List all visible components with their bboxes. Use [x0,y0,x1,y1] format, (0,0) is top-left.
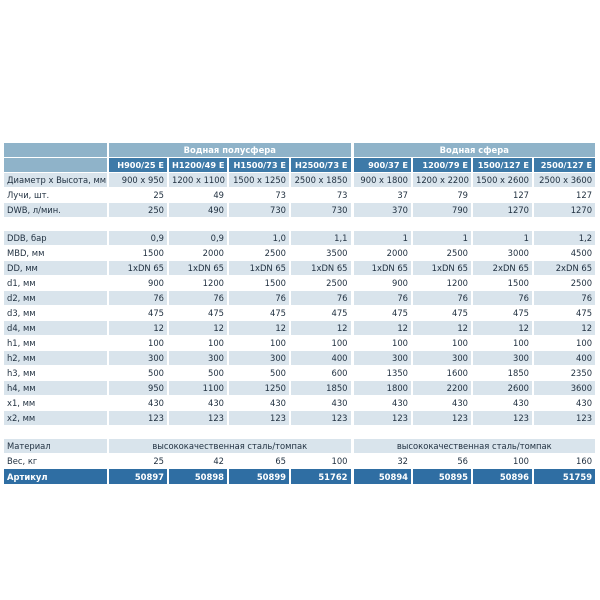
article-value: 50894 [352,469,412,485]
row-value: 500 [168,366,228,381]
spacer-cell [228,426,290,439]
row-value: 123 [290,411,352,426]
row-value: 3500 [290,246,352,261]
article-row [4,469,595,485]
weight-value: 100 [290,454,352,469]
row-value: 430 [108,396,168,411]
table-row [4,261,595,276]
row-value: 1200 [412,276,472,291]
row-value: 76 [228,291,290,306]
row-value: 2200 [412,381,472,396]
row-value: 1 [352,231,412,246]
group-sphere: Водная сфера [352,143,595,158]
row-value: 2500 [228,246,290,261]
spec-table-container [4,143,595,485]
article-value: 51762 [290,469,352,485]
row-value: 1xDN 65 [228,261,290,276]
row-value: 76 [472,291,533,306]
table-row [4,246,595,261]
table-row [4,276,595,291]
row-value: 4500 [533,246,595,261]
row-value: 2000 [352,246,412,261]
row-value: 1500 [472,276,533,291]
row-value: 430 [533,396,595,411]
spacer-cell [472,218,533,231]
spacer-row [4,218,595,231]
row-value: 500 [108,366,168,381]
row-value: 1xDN 65 [290,261,352,276]
spacer-cell [533,218,595,231]
row-value: 123 [412,411,472,426]
row-label: h2, мм [4,351,108,366]
row-value: 300 [108,351,168,366]
row-value: 1,2 [533,231,595,246]
table-row [4,336,595,351]
row-label: DWB, л/мин. [4,203,108,218]
row-value: 37 [352,188,412,203]
row-value: 1200 x 1100 [168,173,228,188]
material-row [4,439,595,454]
row-value: 2600 [472,381,533,396]
group-header-row [4,143,595,158]
row-value: 2500 x 3600 [533,173,595,188]
spacer-cell [352,218,412,231]
row-label: DDB, бар [4,231,108,246]
row-label: Лучи, шт. [4,188,108,203]
row-value: 430 [228,396,290,411]
spacer-cell [290,426,352,439]
article-value: 50899 [228,469,290,485]
spacer-cell [108,218,168,231]
row-value: 76 [290,291,352,306]
table-row [4,411,595,426]
row-value: 127 [472,188,533,203]
row-value: 430 [168,396,228,411]
row-label: d3, мм [4,306,108,321]
model-header-cell: H900/25 E [108,158,168,173]
row-value: 730 [290,203,352,218]
row-value: 1500 x 1250 [228,173,290,188]
row-value: 123 [533,411,595,426]
spec-table [4,143,595,485]
row-value: 2500 [533,276,595,291]
row-value: 300 [168,351,228,366]
row-value: 3600 [533,381,595,396]
row-value: 2500 x 1850 [290,173,352,188]
row-value: 12 [533,321,595,336]
spacer-cell [108,426,168,439]
table-row [4,321,595,336]
model-header-cell: 1200/79 E [412,158,472,173]
row-value: 300 [472,351,533,366]
row-value: 3000 [472,246,533,261]
row-value: 1350 [352,366,412,381]
row-value: 49 [168,188,228,203]
row-value: 73 [290,188,352,203]
row-value: 900 x 950 [108,173,168,188]
weight-row [4,454,595,469]
row-value: 12 [108,321,168,336]
row-value: 250 [108,203,168,218]
weight-value: 100 [472,454,533,469]
row-value: 123 [108,411,168,426]
row-value: 475 [228,306,290,321]
row-value: 790 [412,203,472,218]
row-label: h4, мм [4,381,108,396]
spacer-cell [533,426,595,439]
row-value: 73 [228,188,290,203]
row-value: 127 [533,188,595,203]
article-value: 50897 [108,469,168,485]
row-value: 76 [352,291,412,306]
row-value: 2350 [533,366,595,381]
row-label: h3, мм [4,366,108,381]
row-label: d4, мм [4,321,108,336]
weight-value: 42 [168,454,228,469]
row-value: 300 [228,351,290,366]
row-label: MBD, мм [4,246,108,261]
article-value: 50898 [168,469,228,485]
spacer-cell [168,218,228,231]
model-header-cell: 1500/127 E [472,158,533,173]
table-row [4,231,595,246]
row-value: 100 [472,336,533,351]
table-row [4,188,595,203]
row-value: 1xDN 65 [168,261,228,276]
table-row [4,396,595,411]
row-value: 2500 [412,246,472,261]
row-label: Диаметр х Высота, мм [4,173,108,188]
row-value: 123 [168,411,228,426]
row-value: 475 [533,306,595,321]
row-value: 123 [472,411,533,426]
row-value: 1 [472,231,533,246]
row-value: 430 [472,396,533,411]
spacer-cell [472,426,533,439]
row-value: 500 [228,366,290,381]
row-value: 2000 [168,246,228,261]
article-value: 51759 [533,469,595,485]
row-value: 475 [168,306,228,321]
row-value: 730 [228,203,290,218]
row-value: 12 [290,321,352,336]
weight-value: 65 [228,454,290,469]
row-value: 1100 [168,381,228,396]
model-header-row [4,158,595,173]
row-value: 430 [412,396,472,411]
row-value: 100 [352,336,412,351]
table-row [4,306,595,321]
row-value: 12 [352,321,412,336]
article-label: Артикул [4,469,108,485]
row-value: 430 [290,396,352,411]
weight-value: 32 [352,454,412,469]
row-value: 0,9 [108,231,168,246]
group-hemisphere: Водная полусфера [108,143,352,158]
row-value: 1270 [472,203,533,218]
spacer-cell [4,218,108,231]
row-value: 76 [108,291,168,306]
row-value: 370 [352,203,412,218]
spacer-cell [168,426,228,439]
row-value: 900 [352,276,412,291]
row-value: 400 [290,351,352,366]
row-value: 25 [108,188,168,203]
row-value: 1600 [412,366,472,381]
row-value: 1,1 [290,231,352,246]
weight-label: Вес, кг [4,454,108,469]
row-value: 475 [290,306,352,321]
row-value: 1800 [352,381,412,396]
table-row [4,351,595,366]
row-value: 0,9 [168,231,228,246]
model-header-blank [4,158,108,173]
row-value: 1xDN 65 [108,261,168,276]
row-value: 475 [108,306,168,321]
model-header-cell: H1200/49 E [168,158,228,173]
row-value: 12 [472,321,533,336]
spacer-cell [4,426,108,439]
row-value: 100 [412,336,472,351]
row-value: 1xDN 65 [352,261,412,276]
row-value: 2500 [290,276,352,291]
row-value: 76 [533,291,595,306]
row-value: 76 [168,291,228,306]
weight-value: 56 [412,454,472,469]
model-header-cell: H1500/73 E [228,158,290,173]
row-value: 900 x 1800 [352,173,412,188]
model-header-cell: H2500/73 E [290,158,352,173]
row-value: 300 [352,351,412,366]
row-label: h1, мм [4,336,108,351]
article-value: 50896 [472,469,533,485]
spacer-cell [412,426,472,439]
model-header-cell: 900/37 E [352,158,412,173]
row-value: 300 [412,351,472,366]
row-value: 123 [352,411,412,426]
table-row [4,381,595,396]
row-label: d1, мм [4,276,108,291]
table-row [4,203,595,218]
row-value: 430 [352,396,412,411]
spacer-cell [412,218,472,231]
row-value: 2xDN 65 [533,261,595,276]
row-value: 100 [168,336,228,351]
row-label: x1, мм [4,396,108,411]
weight-value: 25 [108,454,168,469]
row-value: 100 [533,336,595,351]
row-value: 490 [168,203,228,218]
row-value: 100 [108,336,168,351]
row-value: 950 [108,381,168,396]
table-row [4,366,595,381]
row-value: 900 [108,276,168,291]
material-label: Материал [4,439,108,454]
row-value: 1500 [228,276,290,291]
table-row [4,291,595,306]
row-value: 1500 x 2600 [472,173,533,188]
table-row [4,173,595,188]
row-value: 123 [228,411,290,426]
material-sphere: высококачественная сталь/томпак [352,439,595,454]
group-header-blank [4,143,108,158]
row-value: 2xDN 65 [472,261,533,276]
row-value: 600 [290,366,352,381]
row-value: 1200 [168,276,228,291]
row-value: 12 [168,321,228,336]
row-value: 1,0 [228,231,290,246]
material-hemisphere: высококачественная сталь/томпак [108,439,352,454]
weight-value: 160 [533,454,595,469]
row-value: 12 [228,321,290,336]
row-value: 1xDN 65 [412,261,472,276]
row-value: 12 [412,321,472,336]
article-value: 50895 [412,469,472,485]
row-value: 79 [412,188,472,203]
row-value: 1250 [228,381,290,396]
row-value: 100 [228,336,290,351]
row-value: 400 [533,351,595,366]
row-value: 1850 [290,381,352,396]
row-value: 100 [290,336,352,351]
row-value: 1500 [108,246,168,261]
model-header-cell: 2500/127 E [533,158,595,173]
row-value: 1 [412,231,472,246]
row-value: 1200 x 2200 [412,173,472,188]
spacer-cell [290,218,352,231]
spacer-cell [228,218,290,231]
row-value: 1270 [533,203,595,218]
row-value: 76 [412,291,472,306]
spacer-row [4,426,595,439]
row-label: DD, мм [4,261,108,276]
row-value: 475 [472,306,533,321]
row-value: 475 [352,306,412,321]
row-value: 475 [412,306,472,321]
row-label: x2, мм [4,411,108,426]
row-label: d2, мм [4,291,108,306]
row-value: 1850 [472,366,533,381]
spacer-cell [352,426,412,439]
